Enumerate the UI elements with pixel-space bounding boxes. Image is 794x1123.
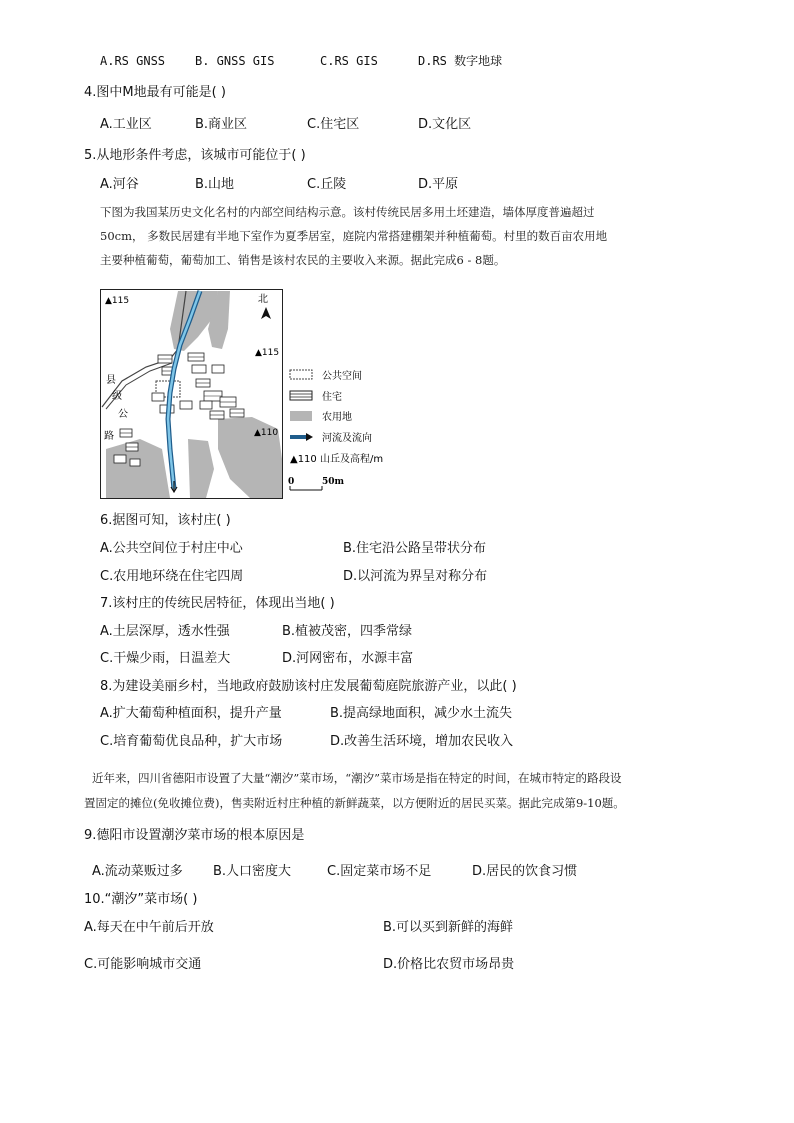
hill-label-e: ▲115 [255,348,280,358]
q6-option-b: B.住宅沿公路呈带状分布 [343,541,487,556]
legend-hill: ▲110 山丘及高程/m [290,454,384,465]
q6-option-d: D.以河流为界呈对称分布 [343,569,488,584]
q7-option-c: C.干燥少雨，日温差大 [100,651,231,666]
legend-public-space-swatch [290,370,312,379]
q9-option-a: A.流动菜贩过多 [92,864,183,879]
scale-50m: 50m [322,477,345,487]
q9-option-b: B.人口密度大 [213,864,292,879]
road-char: 路 [104,431,114,442]
q4-stem: 4.图中M地最有可能是( ) [84,85,226,100]
q5-option-c: C.丘陵 [307,177,347,192]
q4-option-b: B.商业区 [195,117,248,132]
q4-option-d: D.文化区 [418,117,472,132]
q10-option-c: C.可能影响城市交通 [84,957,202,972]
q4-option-c: C.住宅区 [307,117,360,132]
legend-house-swatch [290,391,312,400]
q9-option-c: C.固定菜市场不足 [327,864,432,879]
q5-option-b: B.山地 [195,177,235,192]
q10-option-d: D.价格比农贸市场昂贵 [383,957,515,972]
passage-tidal-market-line: 置固定的摊位(免收摊位费)，售卖附近村庄种植的新鲜蔬菜，以方便附近的居民买菜。据此完成第9-10题。 [84,796,625,810]
legend-river: 河流及流向 [322,433,372,444]
q10-option-b: B.可以买到新鲜的海鲜 [383,920,514,935]
road-char: 县 [106,375,116,386]
q8-option-a: A.扩大葡萄种植面积，提升产量 [100,706,282,721]
passage-village-line: 主要种植葡萄，葡萄加工、销售是该村农民的主要收入来源。据此完成6 - 8题。 [100,253,506,267]
q9-option-d: D.居民的饮食习惯 [472,864,578,879]
q6-stem: 6.据图可知，该村庄( ) [100,513,231,528]
q7-stem: 7.该村庄的传统民居特征，体现出当地( ) [100,596,335,611]
passage-village-line: 下图为我国某历史文化名村的内部空间结构示意。该村传统民居多用土坯建造，墙体厚度普遍超过 [100,205,595,219]
q3-option-d: D.RS 数字地球 [418,54,503,68]
q7-option-a: A.土层深厚，透水性强 [100,624,230,639]
passage-village [100,200,720,272]
legend-house: 住宅 [322,392,342,403]
q5-option-d: D.平原 [418,177,459,192]
passage-tidal-market-line: 近年来，四川省德阳市设置了大量“潮汐”菜市场，“潮汐”菜市场是指在特定的时间，在城市特定的路段设 [92,771,622,785]
legend-farmland-swatch [290,411,312,421]
road-char: 公 [118,409,128,420]
hill-label-se: ▲110 [254,428,279,438]
legend-public-space: 公共空间 [322,371,362,382]
q10-option-a: A.每天在中午前后开放 [84,920,214,935]
q4-option-a: A.工业区 [100,117,152,132]
scale-zero: 0 [288,477,295,487]
q5-option-a: A.河谷 [100,177,139,192]
map-legend [288,366,418,496]
q5-stem: 5.从地形条件考虑，该城市可能位于( ) [84,148,306,163]
hill-label-nw: ▲115 [105,296,130,306]
q8-option-b: B.提高绿地面积，减少水土流失 [330,706,513,721]
q8-option-d: D.改善生活环境，增加农民收入 [330,734,514,749]
north-label: 北 [258,294,268,305]
q10-stem: 10.“潮汐”菜市场( ) [84,892,198,907]
village-map [100,289,283,499]
legend-river-arrow-icon [306,433,313,441]
road-char: 级 [112,391,122,402]
q7-option-b: B.植被茂密，四季常绿 [282,624,413,639]
q6-option-c: C.农用地环绕在住宅四周 [100,569,244,584]
q7-option-d: D.河网密布，水源丰富 [282,651,414,666]
passage-tidal-market [84,766,724,816]
q8-stem: 8.为建设美丽乡村，当地政府鼓励该村庄发展葡萄庭院旅游产业，以此( ) [100,679,517,694]
q3-option-b: B. GNSS GIS [195,54,275,68]
q6-option-a: A.公共空间位于村庄中心 [100,541,243,556]
q8-option-c: C.培育葡萄优良品种，扩大市场 [100,734,283,749]
q3-option-c: C.RS GIS [320,54,378,68]
passage-village-line: 50cm， 多数民居建有半地下室作为夏季居室，庭院内常搭建棚架并种植葡萄。村里的数百亩农用地 [100,229,608,243]
legend-farmland: 农用地 [322,412,352,423]
q3-option-a: A.RS GNSS [100,54,166,68]
q9-stem: 9.德阳市设置潮汐菜市场的根本原因是 [84,828,305,843]
